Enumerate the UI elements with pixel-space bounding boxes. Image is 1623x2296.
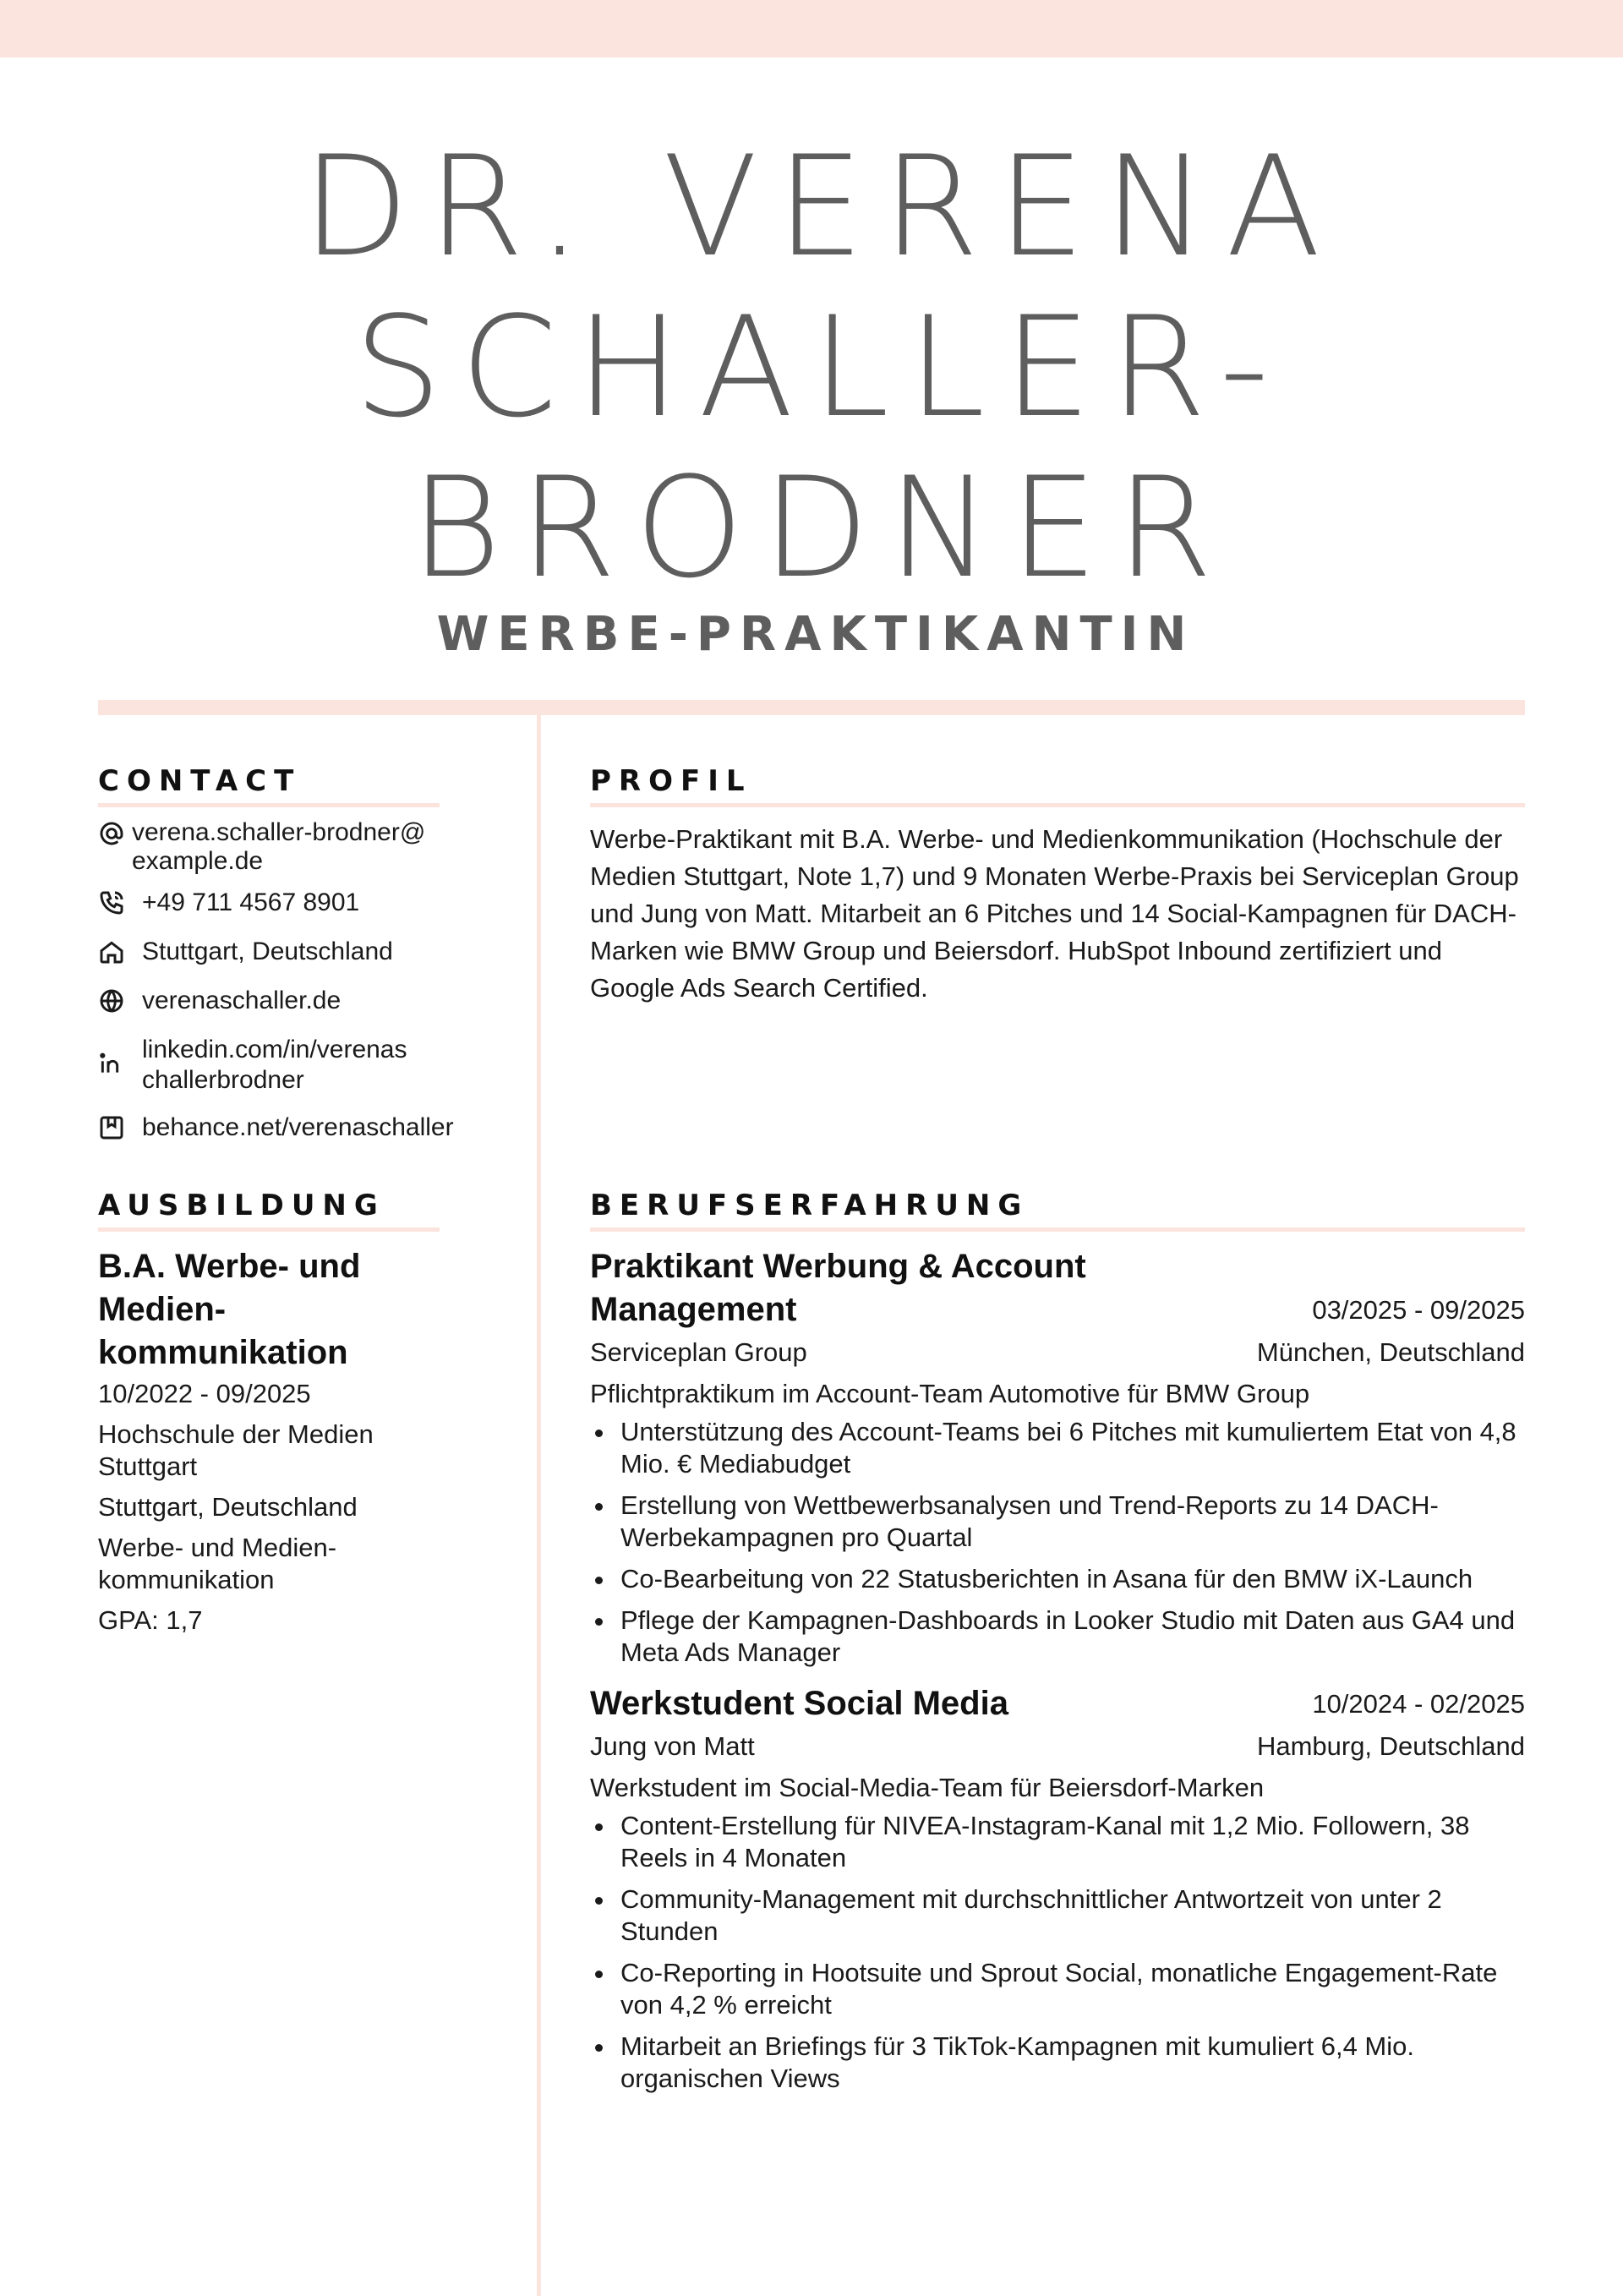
at-icon (98, 820, 128, 850)
list-item: Community-Management mit durchschnittlicher Antwortzeit von unter 2 Stunden (590, 1883, 1525, 1948)
education-gpa: GPA: 1,7 (98, 1605, 203, 1635)
experience-heading: BERUFSERFAHRUNG (590, 1189, 1525, 1232)
contact-linkedin[interactable] (98, 1035, 538, 1096)
profile-heading: PROFIL (590, 764, 1525, 807)
job-description: Werkstudent im Social-Media-Team für Beiersdorf-Marken (590, 1773, 1265, 1802)
profile-summary: Werbe-Praktikant mit B.A. Werbe- und Medienkommunikation (Hochschule der Medien Stuttgart, Note 1,7) und 9 Monaten Werbe-Praxis bei Serviceplan Group und Jung von Matt. Mitarbeit an 6 Pitches und 14 Social-Kampagnen für DACH-Marken wie BMW Group und Beiersdorf. HubSpot Inbound zertifiziert und Google Ads Search Certified. (590, 824, 1519, 1003)
job-entry (590, 1245, 1525, 1669)
job-description: Pflichtpraktikum im Account-Team Automotive für BMW Group (590, 1379, 1310, 1408)
contact-email[interactable] (98, 818, 538, 876)
job-location: München, Deutschland (1256, 1337, 1525, 1367)
job-company: Jung von Matt (590, 1731, 755, 1761)
job-title: Werkstudent Social Media (590, 1685, 1008, 1722)
job-bullets (590, 1810, 1525, 2095)
list-item: Pflege der Kampagnen-Dashboards in Looker Studio mit Daten aus GA4 und Meta Ads Manager (590, 1604, 1525, 1669)
job-location: Hamburg, Deutschland (1256, 1731, 1525, 1761)
education-degree: B.A. Werbe- und Medien-kommunikation (98, 1248, 361, 1371)
location-text: Stuttgart, Deutschland (142, 938, 393, 965)
list-item: Erstellung von Wettbewerbsanalysen und Trend-Reports zu 14 DACH-Werbekampagnen pro Quartal (590, 1490, 1525, 1554)
linkedin-text: linkedin.com/in/verenas challerbrodner (142, 1036, 407, 1094)
website-text: verenaschaller.de (142, 987, 342, 1014)
profile-section (590, 764, 1525, 1007)
contact-heading: CONTACT (98, 764, 440, 807)
education-location: Stuttgart, Deutschland (98, 1492, 358, 1522)
behance-text: behance.net/verenaschaller (142, 1113, 454, 1141)
job-dates: 03/2025 - 09/2025 (1312, 1295, 1525, 1325)
phone-icon (98, 889, 128, 920)
globe-icon (98, 987, 128, 1018)
list-item: Content-Erstellung für NIVEA-Instagram-Kanal mit 1,2 Mio. Followern, 38 Reels in 4 Monaten (590, 1810, 1525, 1874)
header-divider (98, 700, 1525, 715)
top-accent-band (0, 0, 1623, 57)
education-school: Hochschule der Medien Stuttgart (98, 1419, 374, 1481)
list-item: Co-Reporting in Hootsuite und Sprout Social, monatliche Engagement-Rate von 4,2 % erreicht (590, 1957, 1525, 2021)
job-bullets (590, 1416, 1525, 1669)
behance-icon (98, 1114, 128, 1145)
experience-section (590, 1189, 1525, 2104)
education-dates: 10/2022 - 09/2025 (98, 1379, 311, 1408)
name-line-3: BRODNER (410, 447, 1232, 609)
contact-section (98, 764, 440, 807)
list-item: Co-Bearbeitung von 22 Statusberichten in Asana für den BMW iX-Launch (590, 1563, 1525, 1595)
list-item: Mitarbeit an Briefings für 3 TikTok-Kampagnen mit kumuliert 6,4 Mio. organischen Views (590, 2031, 1525, 2095)
home-icon (98, 938, 128, 969)
education-heading: AUSBILDUNG (98, 1189, 440, 1232)
job-company: Serviceplan Group (590, 1337, 807, 1367)
linkedin-icon (98, 1050, 128, 1080)
name-line-1: DR. VERENA (302, 126, 1340, 287)
contact-location (98, 937, 538, 969)
candidate-name (0, 127, 1623, 609)
education-field: Werbe- und Medien-kommunikation (98, 1533, 337, 1594)
job-title: WERBE-PRAKTIKANTIN (436, 607, 1195, 662)
list-item: Unterstützung des Account-Teams bei 6 Pitches mit kumuliertem Etat von 4,8 Mio. € Mediabudget (590, 1416, 1525, 1480)
job-title: Praktikant Werbung & Account Management (590, 1248, 1086, 1328)
contact-behance[interactable] (98, 1112, 538, 1145)
education-section (98, 1189, 440, 1637)
contact-phone[interactable] (98, 888, 538, 920)
job-entry (590, 1682, 1525, 2095)
name-line-2: SCHALLER- (353, 287, 1288, 448)
email-text: verena.schaller-brodner@ example.de (132, 818, 426, 875)
phone-text: +49 711 4567 8901 (142, 888, 360, 916)
job-dates: 10/2024 - 02/2025 (1312, 1689, 1525, 1719)
contact-website[interactable] (98, 986, 538, 1018)
contact-list (98, 818, 538, 1145)
